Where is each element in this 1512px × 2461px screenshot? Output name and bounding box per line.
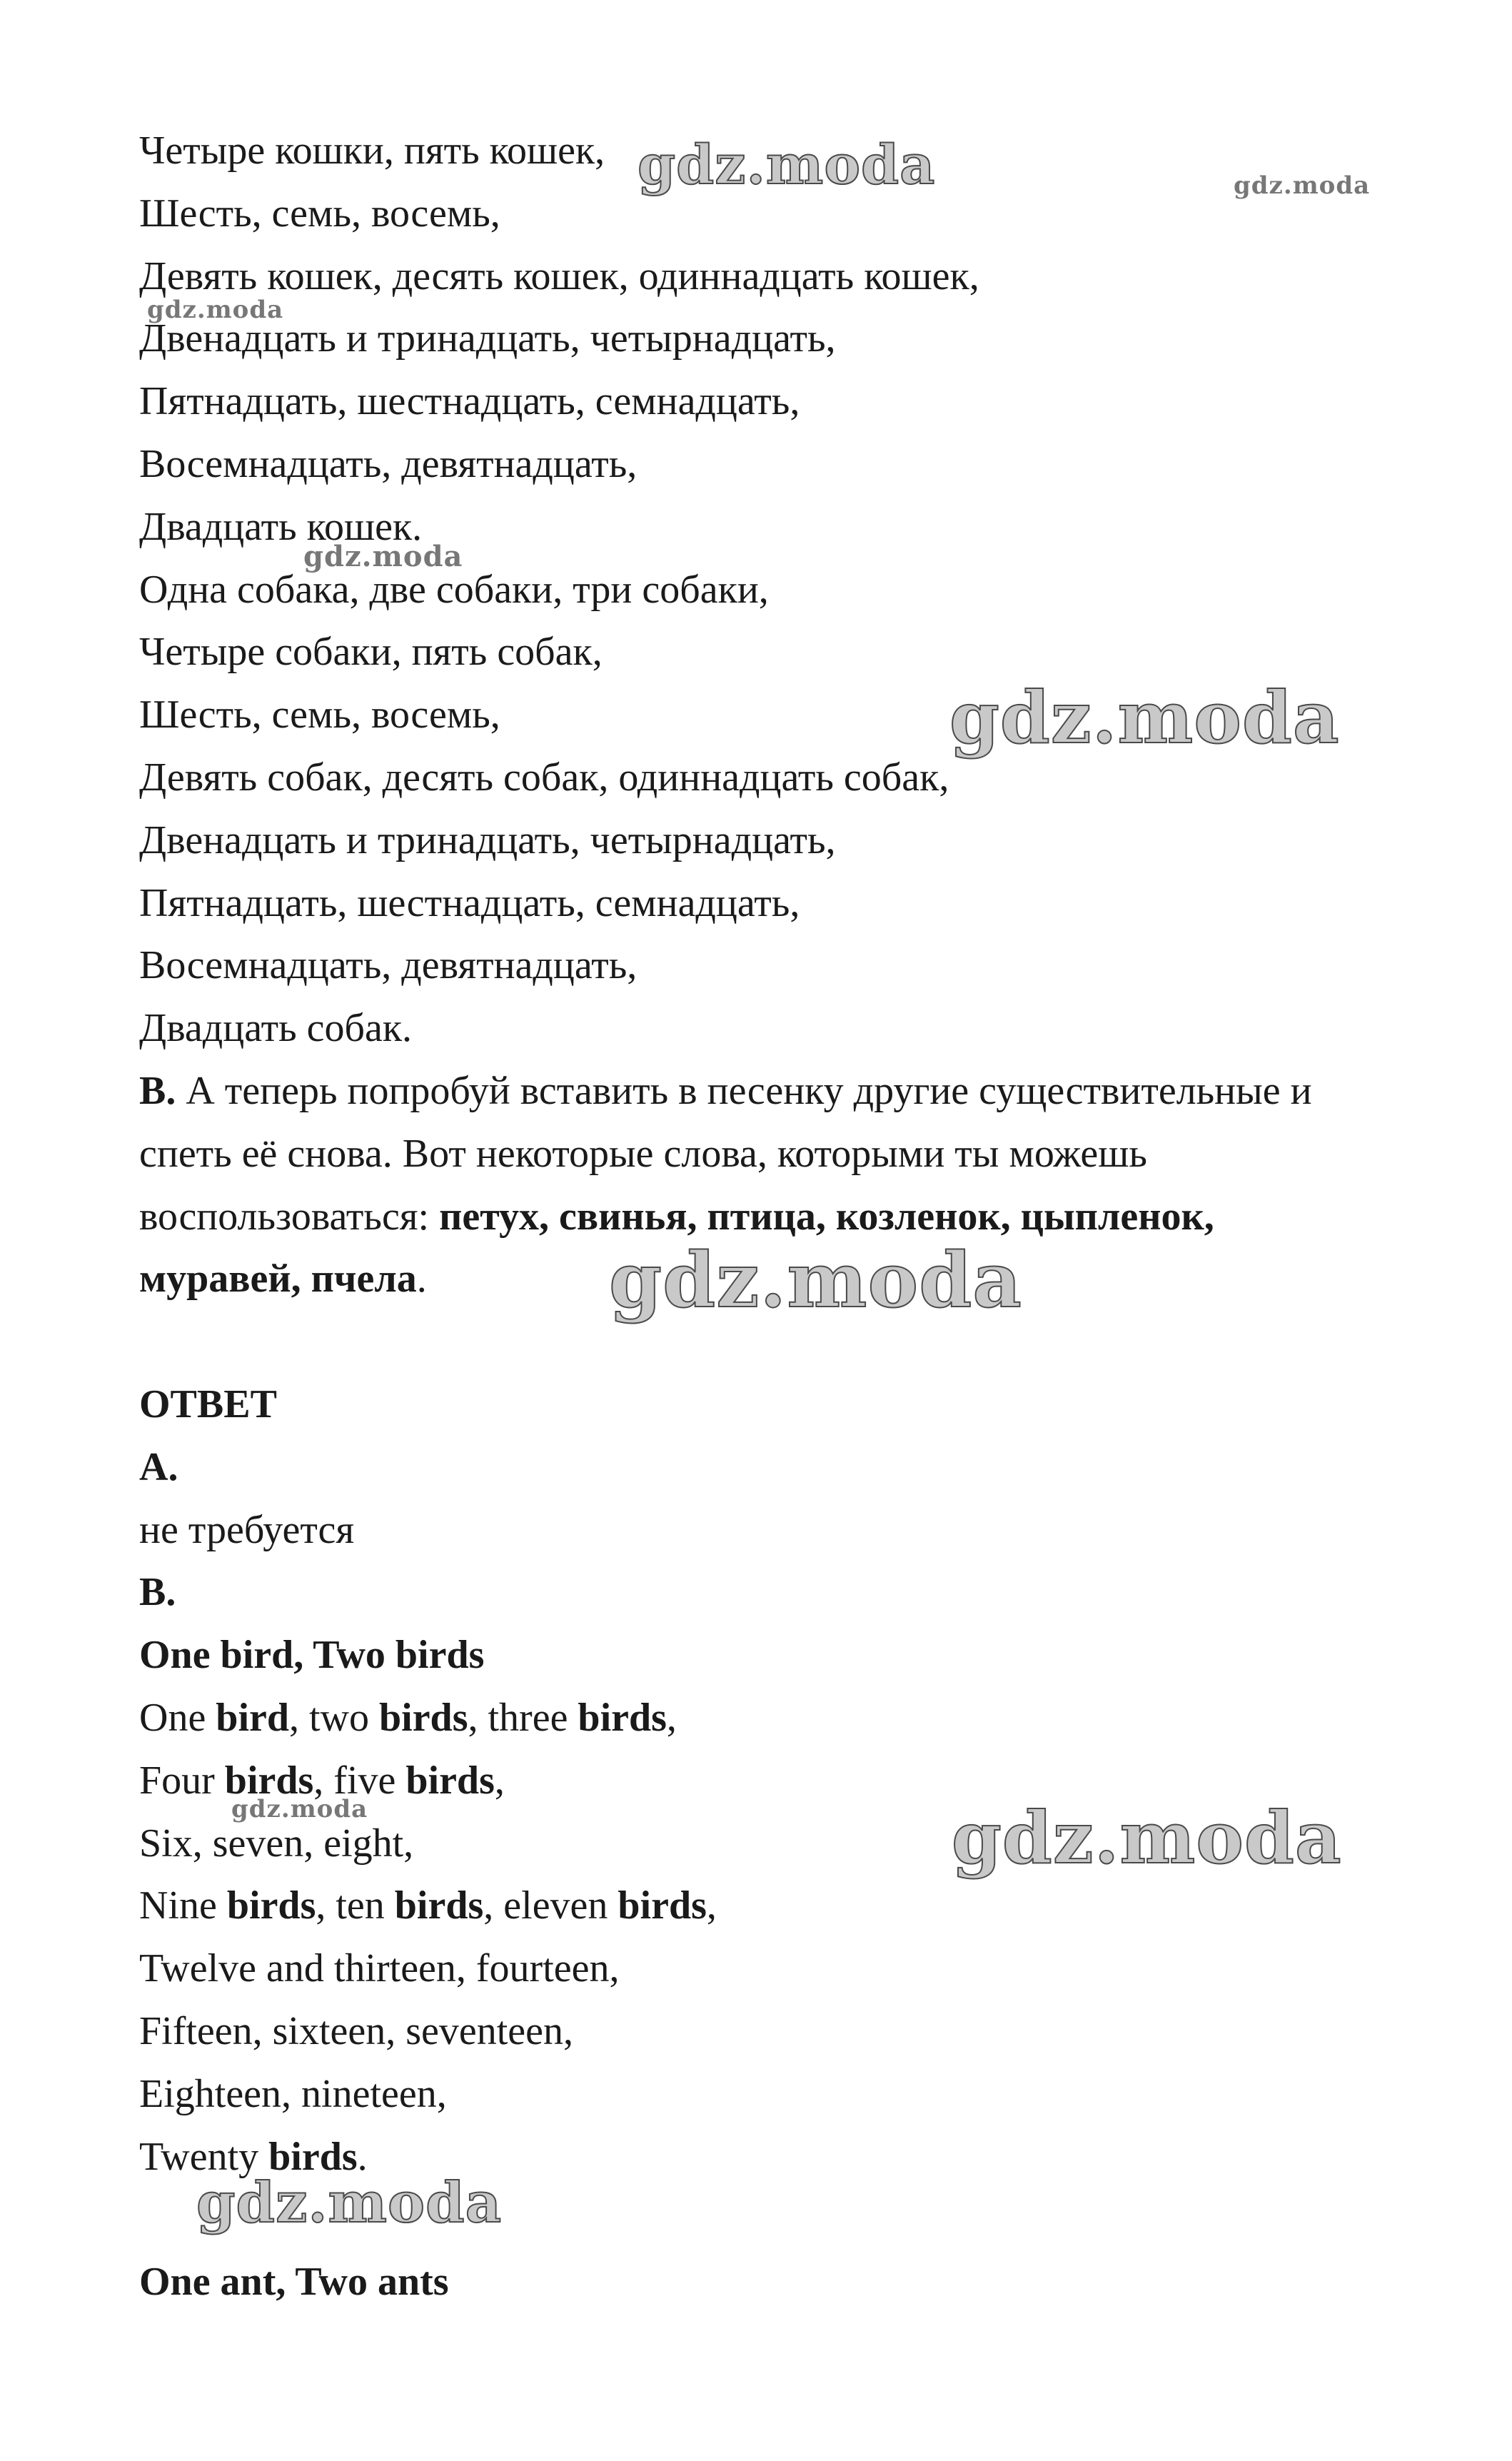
task-b-label: B. <box>139 1068 176 1113</box>
text-run: , eleven <box>483 1883 618 1928</box>
text-run: , three <box>468 1695 578 1740</box>
task-b-line-1 <box>139 1060 1424 1123</box>
spacer <box>139 2188 1424 2251</box>
watermark: gdz.moda <box>231 1795 368 1823</box>
task-b-line-2: спеть её снова. Вот некоторые слова, которыми ты можешь <box>139 1131 1147 1176</box>
answer-song-line: Six, seven, eight, <box>139 1821 414 1866</box>
answer-b-label: B. <box>139 1570 176 1615</box>
bold-word: birds <box>578 1695 667 1740</box>
text-run: Four <box>139 1758 225 1803</box>
song-line: Четыре кошки, пять кошек, <box>139 129 605 173</box>
watermark: gdz.moda <box>949 675 1340 760</box>
text-run: , two <box>289 1695 379 1740</box>
watermark: gdz.moda <box>147 296 284 324</box>
song-line: Одна собака, две собаки, три собаки, <box>139 567 769 612</box>
song-title: One bird, Two birds <box>139 1633 485 1678</box>
answer-song-line <box>139 1687 1424 1750</box>
task-b-line-4 <box>139 1248 1424 1311</box>
watermark: gdz.moda <box>196 2170 503 2235</box>
bold-word: birds <box>379 1695 468 1740</box>
text-run: , ten <box>316 1883 395 1928</box>
song-line: Двенадцать и тринадцать, четырнадцать, <box>139 817 836 862</box>
text-run: , <box>706 1883 717 1928</box>
text-run: Twenty <box>139 2134 269 2179</box>
text-run: , five <box>313 1758 406 1803</box>
answer-song-line <box>139 1750 1424 1813</box>
task-b-words: муравей, пчела <box>139 1257 417 1302</box>
watermark: gdz.moda <box>637 133 936 196</box>
song-line: Пятнадцать, шестнадцать, семнадцать, <box>139 880 800 925</box>
task-b-text: А теперь попробуй вставить в песенку другие существительные и <box>176 1068 1312 1113</box>
song-line: Двадцать кошек. <box>139 504 423 549</box>
song-line: Девять кошек, десять кошек, одиннадцать кошек, <box>139 253 979 298</box>
task-b-words: петух, свинья, птица, козленок, цыпленок, <box>439 1194 1214 1239</box>
song-line: Двенадцать и тринадцать, четырнадцать, <box>139 316 836 361</box>
answer-a-label: A. <box>139 1444 178 1489</box>
answer-song-line: Twelve and thirteen, fourteen, <box>139 1946 620 1991</box>
bold-word: birds <box>226 1883 316 1928</box>
watermark: gdz.moda <box>1234 171 1371 200</box>
text-run: , <box>666 1695 677 1740</box>
document-text <box>139 120 1424 2314</box>
text-run: . <box>357 2134 368 2179</box>
text-run: Nine <box>139 1883 227 1928</box>
text-run: , <box>494 1758 505 1803</box>
answer-heading: ОТВЕТ <box>139 1382 277 1426</box>
answer-song-line <box>139 1875 1424 1938</box>
watermark: gdz.moda <box>952 1796 1342 1880</box>
bold-word: birds <box>224 1758 314 1803</box>
song-line: Шесть, семь, восемь, <box>139 191 500 236</box>
watermark: gdz.moda <box>609 1235 1022 1324</box>
bold-word: bird <box>216 1695 289 1740</box>
song-line: Пятнадцать, шестнадцать, семнадцать, <box>139 379 800 424</box>
bold-word: birds <box>618 1883 707 1928</box>
answer-a-text: не требуется <box>139 1507 355 1552</box>
answer-song-line: Eighteen, nineteen, <box>139 2071 447 2116</box>
task-b-line-3 <box>139 1186 1424 1249</box>
task-b-text: воспользоваться: <box>139 1194 440 1239</box>
song-line: Восемнадцать, девятнадцать, <box>139 943 637 988</box>
bold-word: birds <box>394 1883 484 1928</box>
spacer <box>139 1311 1424 1374</box>
song-line: Четыре собаки, пять собак, <box>139 630 603 675</box>
song-title: One ant, Two ants <box>139 2260 449 2305</box>
task-b-end: . <box>416 1257 427 1302</box>
bold-word: birds <box>405 1758 495 1803</box>
song-line: Шесть, семь, восемь, <box>139 693 500 738</box>
song-line: Девять собак, десять собак, одиннадцать собак, <box>139 755 949 800</box>
watermark: gdz.moda <box>303 540 463 573</box>
text-run: One <box>139 1695 216 1740</box>
song-line: Двадцать собак. <box>139 1006 413 1051</box>
answer-song-line: Fifteen, sixteen, seventeen, <box>139 2008 574 2053</box>
bold-word: birds <box>268 2134 358 2179</box>
song-line: Восемнадцать, девятнадцать, <box>139 441 637 486</box>
answer-song-line <box>139 2126 1424 2189</box>
